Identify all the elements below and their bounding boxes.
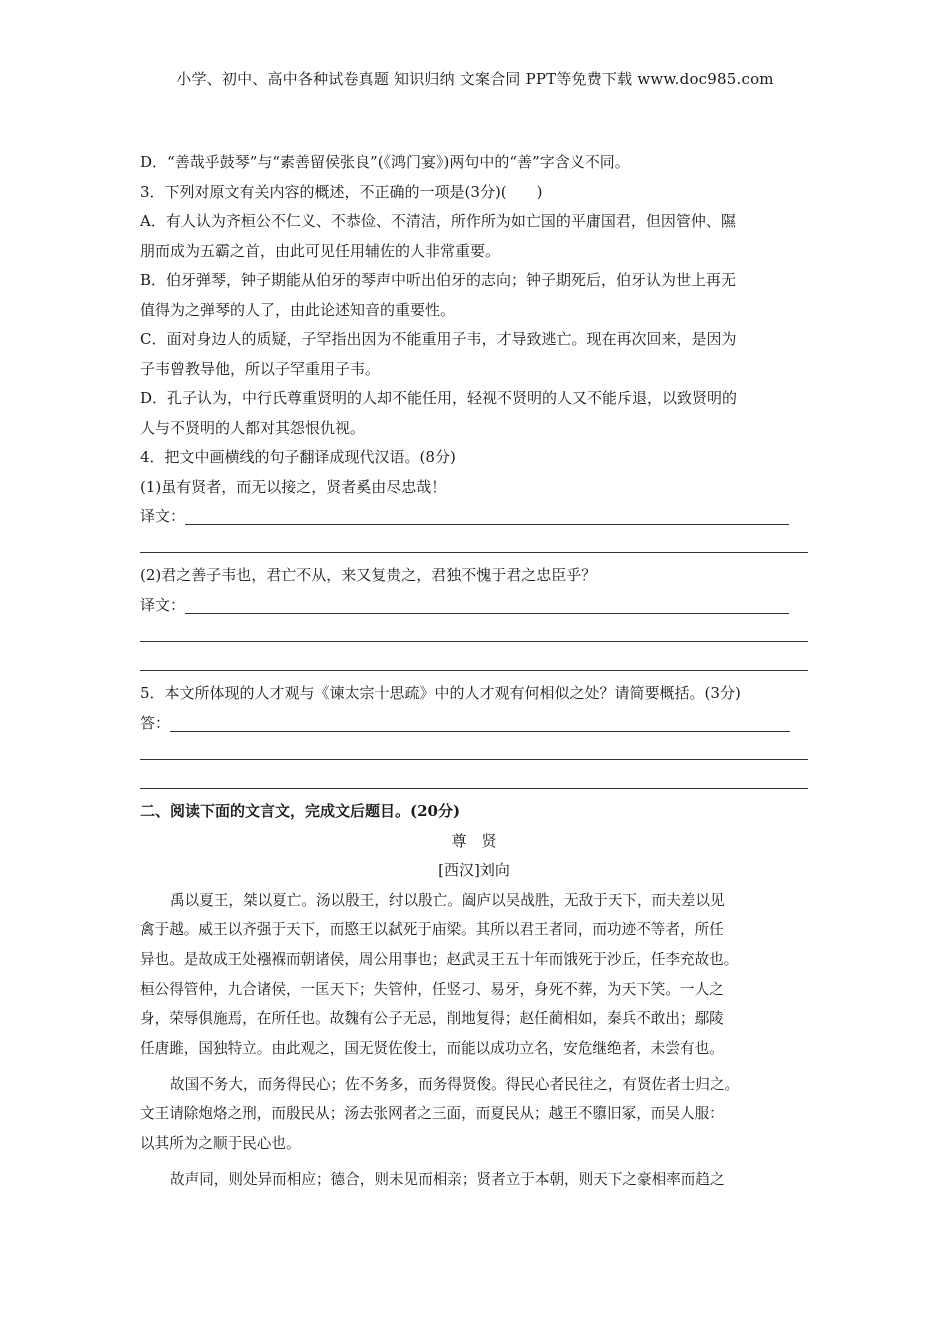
- passage-line: 以其所为之顺于民心也。: [140, 1135, 301, 1152]
- q3-option-b-line2: 值得为之弹琴的人了，由此论述知音的重要性。: [140, 300, 456, 319]
- q4-stem: 4．把文中画横线的句子翻译成现代汉语。(8分): [140, 448, 456, 466]
- passage-line: 故国不务大，而务得民心；佐不务多，而务得贤俊。得民心者民往之，有贤佐者士归之。: [170, 1075, 740, 1093]
- q3-option-b-line1: B．伯牙弹琴，钟子期能从伯牙的琴声中听出伯牙的志向；钟子期死后，伯牙认为世上再无: [140, 271, 737, 289]
- answer-rule[interactable]: [140, 650, 808, 680]
- q3-option-d-line1: D．孔子认为，中行氏尊重贤明的人却不能任用，轻视不贤明的人又不能斥退，以致贤明的: [140, 389, 738, 407]
- answer-rule[interactable]: [140, 768, 808, 798]
- passage-title: 尊 贤: [451, 831, 497, 850]
- passage-text: [140, 886, 808, 1195]
- answer-blank[interactable]: [170, 713, 790, 732]
- answer-label: 译文：: [140, 595, 186, 614]
- q3-stem: 3．下列对原文有关内容的概述，不正确的一项是(3分)( ): [140, 182, 543, 201]
- section2-heading: 二、阅读下面的文言文，完成文后题目。(20分): [140, 802, 461, 820]
- passage-line: 故声同，则处异而相应；德合，则未见而相亲；贤者立于本朝，则天下之豪相率而趋之: [170, 1170, 725, 1188]
- passage-line: 任唐雎，国独特立。由此观之，国无贤佐俊士，而能以成功立名，安危继绝者，未尝有也。: [140, 1039, 724, 1057]
- q3-option-a-line2: 朋而成为五霸之首，由此可见任用辅佐的人非常重要。: [140, 241, 501, 260]
- answer-rule[interactable]: [140, 620, 808, 650]
- passage-line: 禽于越。威王以齐强于天下，而愍王以弑死于庙梁。其所以君王者同，而功迹不等者，所任: [140, 921, 724, 939]
- q3-option-a-line1: A．有人认为齐桓公不仁义、不恭俭、不清洁，所作所为如亡国的平庸国君，但因管仲、隰: [140, 212, 736, 230]
- answer-rule[interactable]: [140, 532, 808, 562]
- q4-answer-2[interactable]: [140, 591, 808, 621]
- page-header: 小学、初中、高中各种试卷真题 知识归纳 文案合同 PPT等免费下载 www.doc985.com: [176, 70, 774, 88]
- answer-rule[interactable]: [140, 738, 808, 768]
- answer-label: 答：: [140, 713, 171, 732]
- q4-sentence-1: (1)虽有贤者，而无以接之，贤者奚由尽忠哉！: [140, 477, 447, 496]
- q3-option-d-line2: 人与不贤明的人都对其怨恨仇视。: [140, 418, 366, 437]
- q5-stem: 5．本文所体现的人才观与《谏太宗十思疏》中的人才观有何相似之处？请简要概括。(3分): [140, 684, 741, 702]
- q4-answer-1[interactable]: [140, 502, 808, 532]
- answer-blank[interactable]: [185, 595, 789, 614]
- q4-sentence-2: (2)君之善子韦也，君亡不从，来又复贵之，君独不愧于君之忠臣乎？: [140, 566, 597, 584]
- passage-author: [西汉]刘向: [438, 861, 510, 879]
- passage-line: 文王请除炮烙之刑，而殷民从；汤去张网者之三面，而夏民从；越王不隳旧冢，而吴人服：: [140, 1105, 724, 1123]
- answer-blank[interactable]: [185, 506, 789, 525]
- q5-answer[interactable]: [140, 709, 808, 739]
- q2-option-d: D．“善哉乎鼓琴”与“素善留侯张良”(《鸿门宴》)两句中的“善”字含义不同。: [140, 153, 630, 171]
- q3-option-c-line1: C．面对身边人的质疑，子罕指出因为不能重用子韦，才导致逃亡。现在再次回来，是因为: [140, 330, 737, 348]
- passage-line: 桓公得管仲，九合诸侯，一匡天下；失管仲，任竖刁、易牙，身死不葬，为天下笑。一人之: [140, 980, 724, 998]
- q3-option-c-line2: 子韦曾教导他，所以子罕重用子韦。: [140, 359, 381, 378]
- passage-line: 禹以夏王，桀以夏亡。汤以殷王，纣以殷亡。阖庐以吴战胜，无敌于天下，而夫差以见: [170, 891, 725, 909]
- answer-label: 译文：: [140, 507, 186, 525]
- passage-line: 身，荣辱俱施焉，在所任也。故魏有公子无忌，削地复得；赵任蔺相如，秦兵不敢出；鄢陵: [140, 1010, 724, 1028]
- passage-line: 异也。是故成王处襁褓而朝诸侯，周公用事也；赵武灵王五十年而饿死于沙丘，任李充故也。: [140, 950, 739, 968]
- document-body: [140, 148, 808, 1194]
